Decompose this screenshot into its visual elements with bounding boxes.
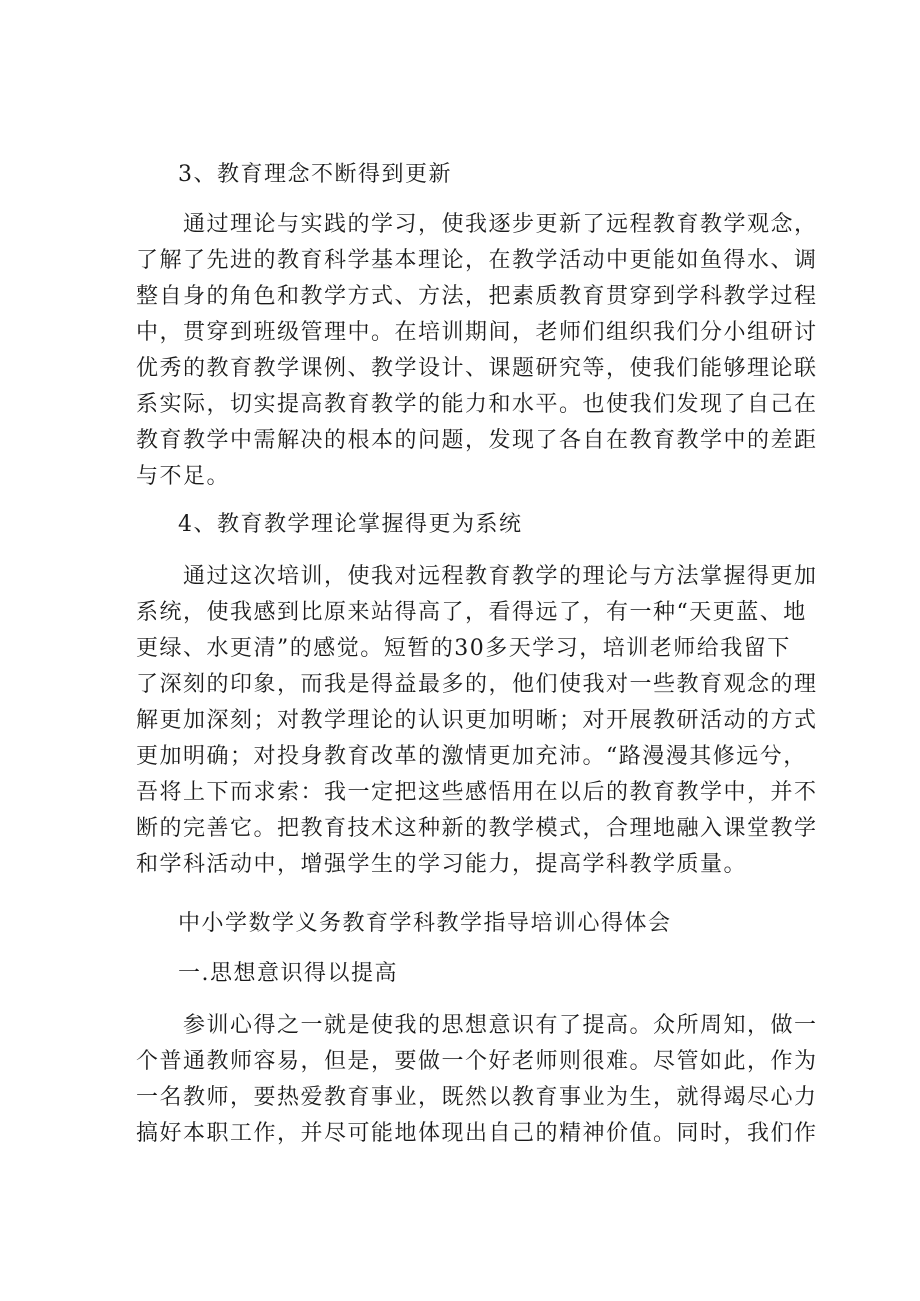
paragraph-line: 与不足。 <box>136 464 231 489</box>
section-3-paragraph <box>136 207 818 495</box>
paragraph-line: 教育教学中需解决的根本的问题，发现了各自在教育教学中的差距 <box>136 428 818 453</box>
paragraph-line: 更绿、水更清”的感觉。短暂的30多天学习，培训老师给我留下 <box>136 636 791 661</box>
paragraph-line: 和学科活动中，增强学生的学习能力，提高学科教学质量。 <box>136 852 748 877</box>
paragraph-line: 更加明确；对投身教育改革的激情更加充沛。“路漫漫其修远兮， <box>136 744 807 769</box>
section-heading-4: 4、教育教学理论掌握得更为系统 <box>178 512 523 537</box>
paragraph-line: 搞好本职工作，并尽可能地体现出自己的精神价值。同时，我们作 <box>136 1121 818 1146</box>
paragraph-line: 断的完善它。把教育技术这种新的教学模式，合理地融入课堂教学 <box>136 816 818 841</box>
paragraph-line: 中，贯穿到班级管理中。在培训期间，老师们组织我们分小组研讨 <box>136 320 818 345</box>
paragraph-line: 通过理论与实践的学习，使我逐步更新了远程教育教学观念， <box>136 212 818 237</box>
section-4-paragraph <box>136 559 818 883</box>
paragraph-line: 参训心得之一就是使我的思想意识有了提高。众所周知，做一 <box>136 1013 818 1038</box>
paragraph-line: 了深刻的印象，而我是得益最多的，他们使我对一些教育观念的理 <box>136 672 818 697</box>
paragraph-line: 了解了先进的教育科学基本理论，在教学活动中更能如鱼得水、调 <box>136 248 818 273</box>
paragraph-line: 解更加深刻；对教学理论的认识更加明晰；对开展教研活动的方式 <box>136 708 818 733</box>
paragraph-line: 系统，使我感到比原来站得高了，看得远了，有一种“天更蓝、地 <box>136 600 807 625</box>
paragraph-line: 整自身的角色和教学方式、方法，把素质教育贯穿到学科教学过程 <box>136 284 818 309</box>
final-paragraph <box>136 1008 818 1152</box>
paragraph-line: 个普通教师容易，但是，要做一个好老师则很难。尽管如此，作为 <box>136 1049 818 1074</box>
paragraph-line: 一名教师，要热爱教育事业，既然以教育事业为生，就得竭尽心力 <box>136 1085 818 1110</box>
subheading-thought: 一.思想意识得以提高 <box>178 961 398 986</box>
section-heading-3: 3、教育理念不断得到更新 <box>178 162 452 187</box>
document-title: 中小学数学义务教育学科教学指导培训心得体会 <box>178 911 672 936</box>
paragraph-line: 优秀的教育教学课例、教学设计、课题研究等，使我们能够理论联 <box>136 356 818 381</box>
paragraph-line: 系实际，切实提高教育教学的能力和水平。也使我们发现了自己在 <box>136 392 818 417</box>
paragraph-line: 吾将上下而求索：我一定把这些感悟用在以后的教育教学中，并不 <box>136 780 818 805</box>
paragraph-line: 通过这次培训，使我对远程教育教学的理论与方法掌握得更加 <box>136 564 818 589</box>
